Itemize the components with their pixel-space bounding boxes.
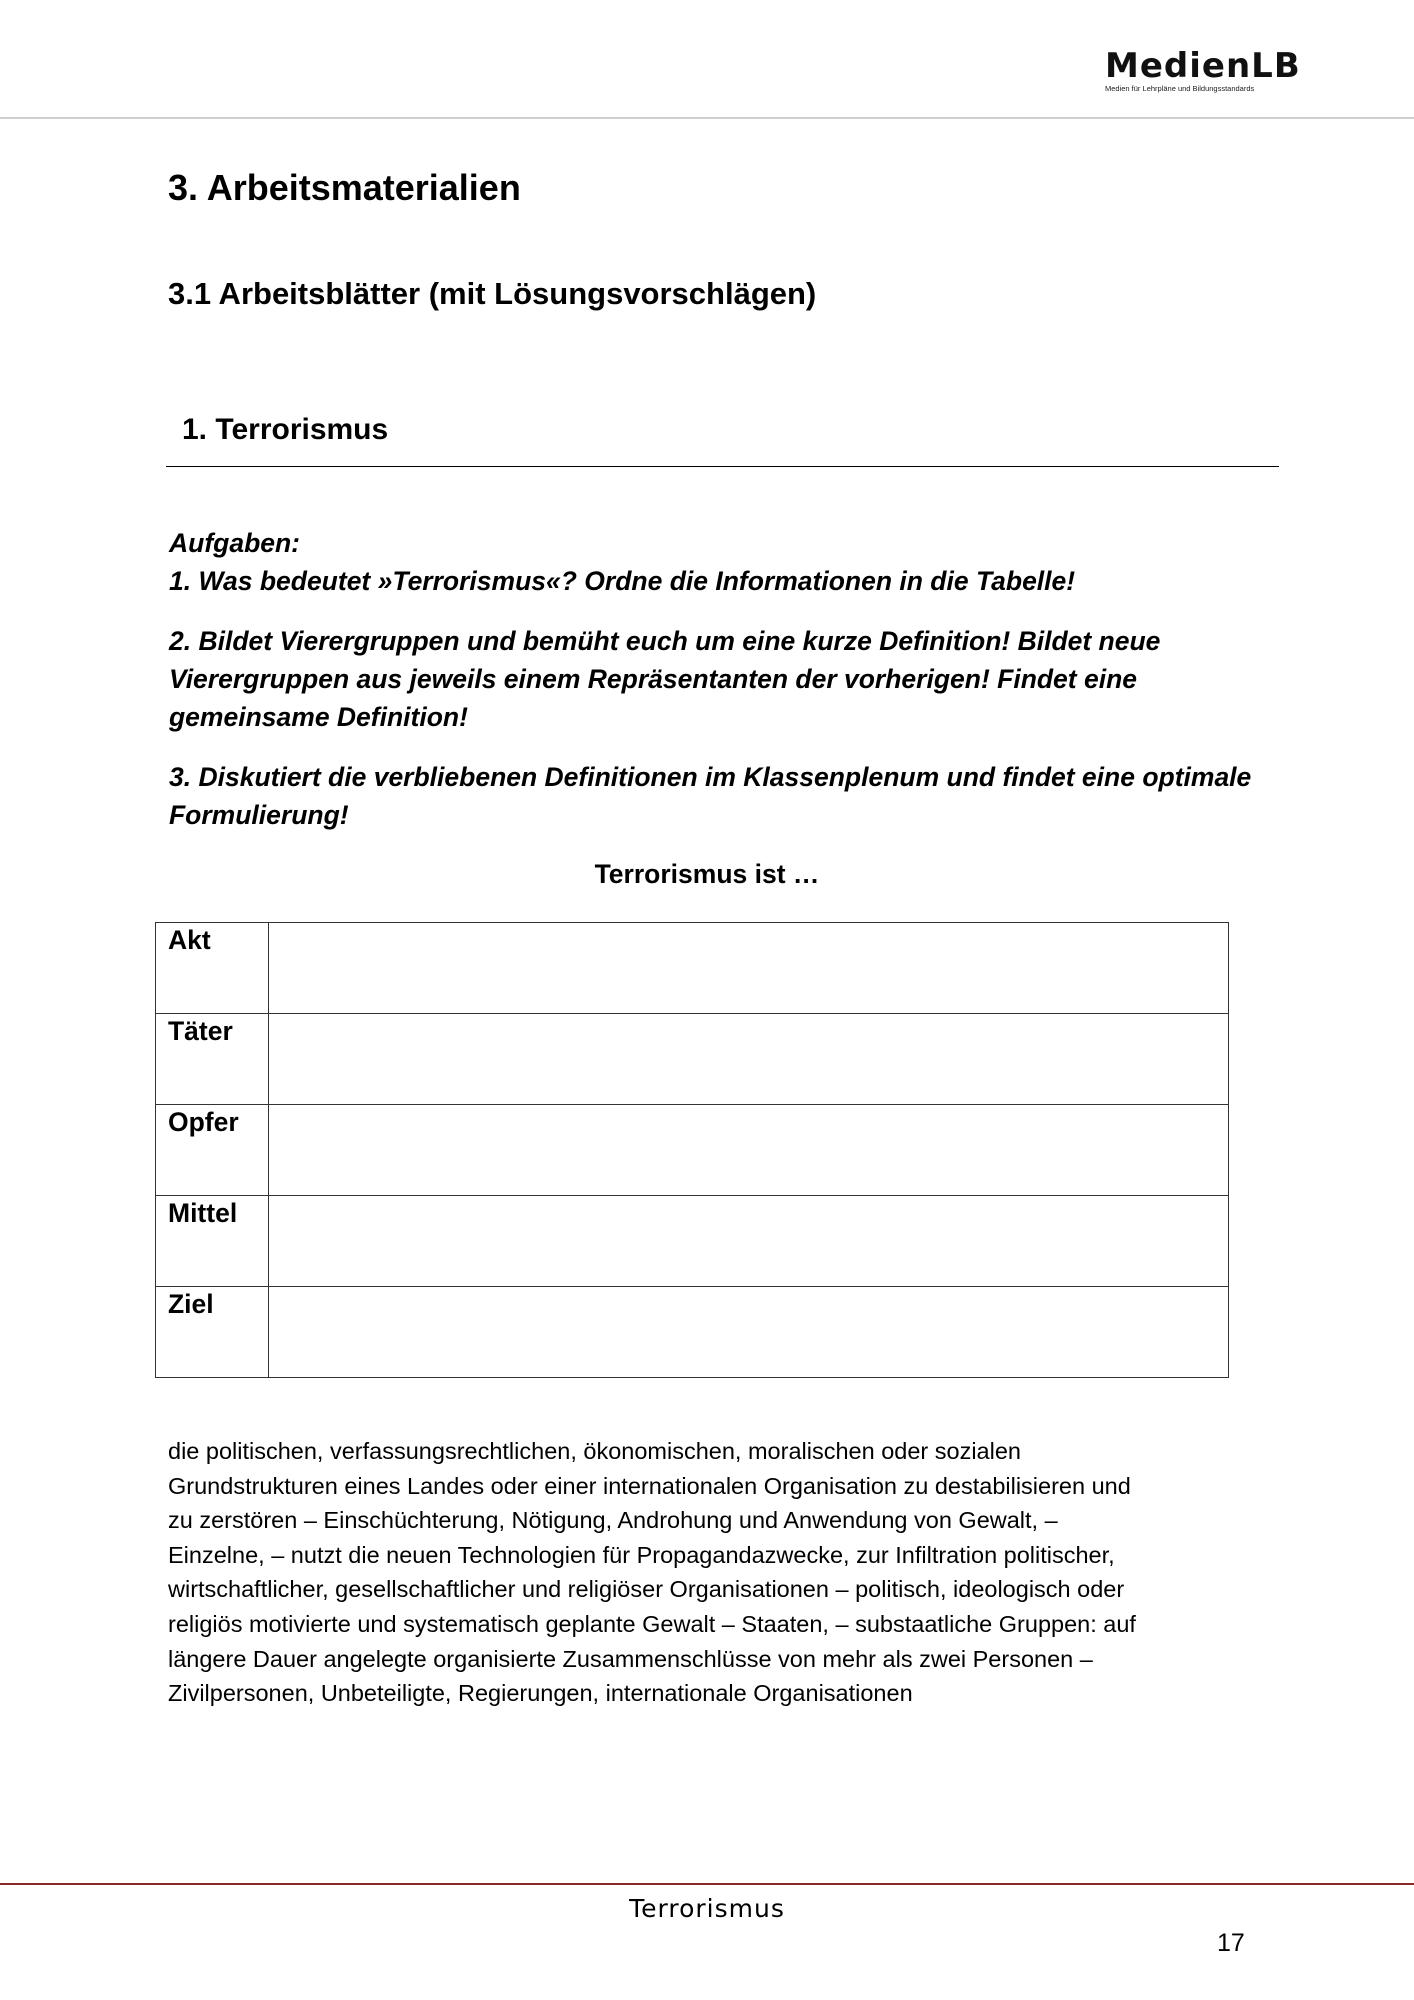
word-pool-line: wirtschaftlicher, gesellschaftlicher und religiöser Organisationen – politisch, ideologisch oder — [168, 1576, 1125, 1603]
page-number: 17 — [1217, 1929, 1245, 1957]
row-label-mittel: Mittel — [156, 1196, 269, 1287]
word-pool-line: Grundstrukturen eines Landes oder einer internationalen Organisation zu destabilisieren und — [168, 1472, 1131, 1499]
answer-cell-akt — [269, 923, 1229, 1014]
row-label-akt: Akt — [156, 923, 269, 1014]
row-label-taeter: Täter — [156, 1014, 269, 1105]
definition-table — [155, 922, 1229, 1378]
word-pool-line: religiös motivierte und systematisch geplante Gewalt – Staaten, – substaatliche Gruppen: auf — [168, 1610, 1136, 1637]
logo-subtitle: Medien für Lehrpläne und Bildungsstandards — [1105, 84, 1255, 93]
word-pool-line: längere Dauer angelegte organisierte Zusammenschlüsse von mehr als zwei Personen – — [168, 1645, 1093, 1672]
answer-cell-ziel — [269, 1287, 1229, 1378]
task-item-3: 3. Diskutiert die verbliebenen Definitionen im Klassenplenum und findet eine optimale Formulierung! — [169, 762, 1252, 830]
task-item-2: 2. Bildet Vierergruppen und bemüht euch um eine kurze Definition! Bildet neue Vierergruppen aus jeweils einem Repräsentanten der vorherigen! Findet eine gemeinsame Definition! — [169, 626, 1161, 732]
task-list — [169, 524, 1279, 856]
worksheet-heading: 1. Terrorismus — [182, 413, 389, 446]
word-pool-line: Zivilpersonen, Unbeteiligte, Regierungen, internationale Organisationen — [168, 1680, 913, 1707]
task-item-1: 1. Was bedeutet »Terrorismus«? Ordne die Informationen in die Tabelle! — [169, 566, 1076, 596]
word-pool — [168, 1434, 1278, 1711]
tasks-label: Aufgaben: — [169, 528, 301, 558]
chapter-heading: 3. Arbeitsmaterialien — [168, 167, 521, 208]
section-divider — [166, 466, 1279, 467]
table-title: Terrorismus ist … — [594, 859, 820, 889]
header-divider — [0, 117, 1414, 119]
logo-title: MedienLB — [1105, 46, 1301, 86]
table-row — [156, 1105, 1229, 1196]
table-row — [156, 1196, 1229, 1287]
table-row — [156, 1287, 1229, 1378]
answer-cell-opfer — [269, 1105, 1229, 1196]
answer-cell-taeter — [269, 1014, 1229, 1105]
word-pool-line: die politischen, verfassungsrechtlichen, ökonomischen, moralischen oder sozialen — [168, 1438, 1021, 1464]
section-heading: 3.1 Arbeitsblätter (mit Lösungsvorschlägen) — [168, 276, 817, 311]
footer-title: Terrorismus — [629, 1894, 785, 1923]
word-pool-line: Einzelne, – nutzt die neuen Technologien für Propagandazwecke, zur Infiltration politischer, — [168, 1541, 1115, 1568]
answer-cell-mittel — [269, 1196, 1229, 1287]
row-label-opfer: Opfer — [156, 1105, 269, 1196]
word-pool-line: zu zerstören – Einschüchterung, Nötigung, Androhung und Anwendung von Gewalt, – — [168, 1507, 1058, 1534]
footer-divider — [0, 1883, 1414, 1885]
row-label-ziel: Ziel — [156, 1287, 269, 1378]
publisher-logo — [1105, 46, 1301, 93]
table-row — [156, 1014, 1229, 1105]
table-row — [156, 923, 1229, 1014]
